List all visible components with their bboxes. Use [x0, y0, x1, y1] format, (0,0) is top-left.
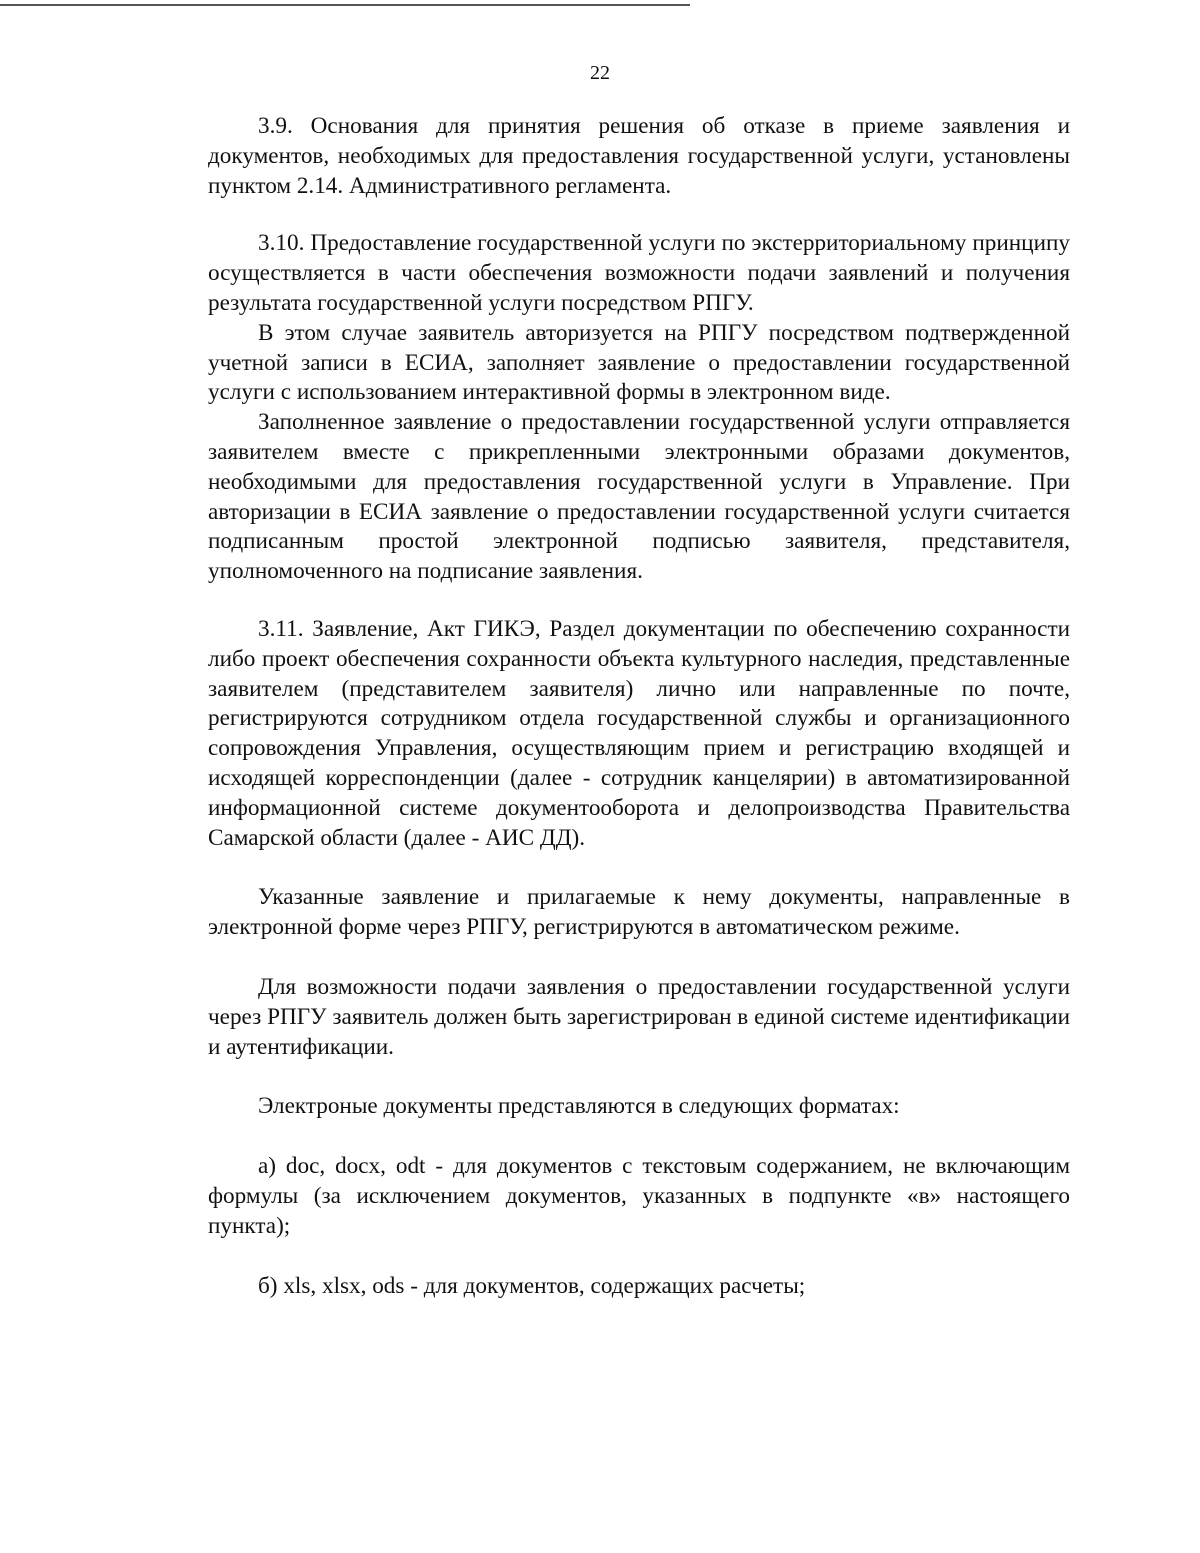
paragraph-3-10: 3.10. Предоставление государственной услуги по экстерриториальному принципу осуществляется в части обеспечения возможности подачи заявлений и получения результата государственной услуги посредством РПГУ.	[208, 230, 1070, 316]
paragraph-3-11: 3.11. Заявление, Акт ГИКЭ, Раздел документации по обеспечению сохранности либо проект обеспечения сохранности объекта культурного наследия, представленные заявителем (представителем заявителя) лично или направленные по почте, регистрируются сотрудником отдела государственной службы и организационного сопровождения Управления, осуществляющим прием и регистрацию входящей и исходящей корреспонденции (далее - сотрудник канцелярии) в автоматизированной информационной системе документооборота и делопроизводства Правительства Самарской области (далее - АИС ДД).	[208, 615, 1070, 851]
page-number: 22	[590, 62, 610, 84]
document-body	[208, 112, 1070, 1301]
paragraph-formats-intro: Электроные документы представляются в следующих форматах:	[258, 1093, 900, 1120]
paragraph-3-10-signature: Заполненное заявление о предоставлении государственной услуги отправляется заявителем вместе с прикрепленными электронными образами документов, необходимыми для предоставления государственной услуги в Управление. При авторизации в ЕСИА заявление о предоставлении государственной услуги считается подписанным простой электронной подписью заявителя, представителя, уполномоченного на подписание заявления.	[208, 409, 1070, 585]
paragraph-auto-registration: Указанные заявление и прилагаемые к нему документы, направленные в электронной форме через РПГУ, регистрируются в автоматическом режиме.	[208, 884, 1070, 941]
paragraph-format-b: б) xls, xlsx, ods - для документов, содержащих расчеты;	[258, 1272, 806, 1299]
paragraph-format-a: а) doc, docx, odt - для документов с текстовым содержанием, не включающим формулы (за исключением документов, указанных в подпункте «в» настоящего пункта);	[208, 1153, 1070, 1239]
scan-edge-line	[0, 4, 690, 6]
paragraph-esia-requirement: Для возможности подачи заявления о предоставлении государственной услуги через РПГУ заявитель должен быть зарегистрирован в единой системе идентификации и аутентификации.	[208, 973, 1070, 1060]
paragraph-3-10-esia: В этом случае заявитель авторизуется на РПГУ посредством подтвержденной учетной записи в ЕСИА, заполняет заявление о предоставлении государственной услуги с использованием интерактивной формы в электронном виде.	[208, 319, 1070, 406]
paragraph-3-9: 3.9. Основания для принятия решения об отказе в приеме заявления и документов, необходимых для предоставления государственной услуги, установлены пунктом 2.14. Административного регламента.	[208, 113, 1070, 199]
